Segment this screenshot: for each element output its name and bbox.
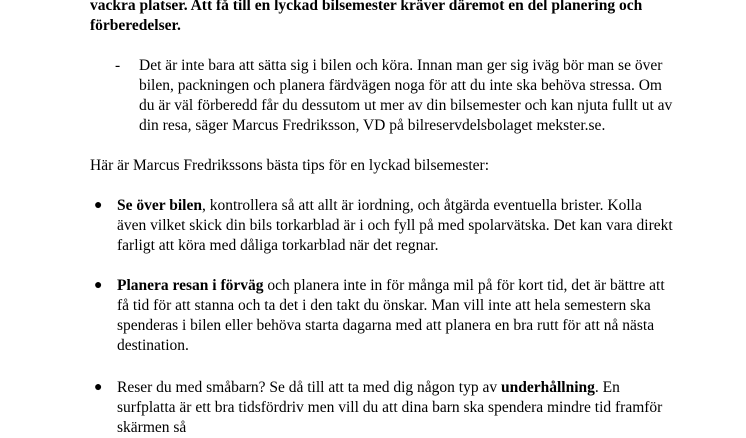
tip-item-3 <box>94 378 673 438</box>
tip-item-2 <box>94 276 673 356</box>
tip-2-text: och planera inte in för många mil på för kort tid, det är bättre att få tid för att stanna och ta det i den takt du önskar. Man vill inte att hela semestern ska spenderas i bilen eller behöva starta dagarna med att planera en bra rutt för att nå nästa destination. <box>117 277 665 354</box>
quote-paragraph <box>115 56 675 136</box>
bullet-icon: ● <box>94 198 103 213</box>
quote-dash: - <box>115 57 121 74</box>
tip-3-bold: underhållning <box>500 379 595 396</box>
tip-1-text: , kontrollera så att allt är iordning, och åtgärda eventuella brister. Kolla även vilket skick din bils torkarblad är i och fyll på med spolarvätska. Det kan vara direkt farligt att köra med dåliga torkarblad när det regnar. <box>117 197 673 254</box>
quote-text: Det är inte bara att sätta sig i bilen och köra. Innan man ger sig iväg bör man se över bilen, packningen och planera färdvägen noga för att du inte ska behöva stressa. Om du är väl förberedd får du dessutom ut mer av din bilsemester och kan njuta fullt ut av din resa, säger Marcus Fredriksson, VD på bilreservdelsbolaget mekster.se. <box>139 57 673 134</box>
tip-1-bold: Se över bilen <box>117 197 202 214</box>
bullet-icon: ● <box>94 380 103 395</box>
bullet-icon: ● <box>94 278 103 293</box>
tip-item-1 <box>94 196 673 256</box>
tip-3-pre: Reser du med småbarn? Se då till att ta med dig någon typ av <box>117 379 501 396</box>
tip-2-bold: Planera resan i förväg <box>117 277 264 294</box>
tip-3-text: . En surfplatta är ett bra tidsfördriv men vill du att dina barn ska spendera mindre tid framför skärmen så <box>117 379 663 436</box>
tips-lead: Här är Marcus Fredrikssons bästa tips för en lyckad bilsemester: <box>90 157 490 174</box>
intro-paragraph: vackra platser. Att få till en lyckad bilsemester kräver däremot en del planering och förberedelser. <box>90 0 643 34</box>
